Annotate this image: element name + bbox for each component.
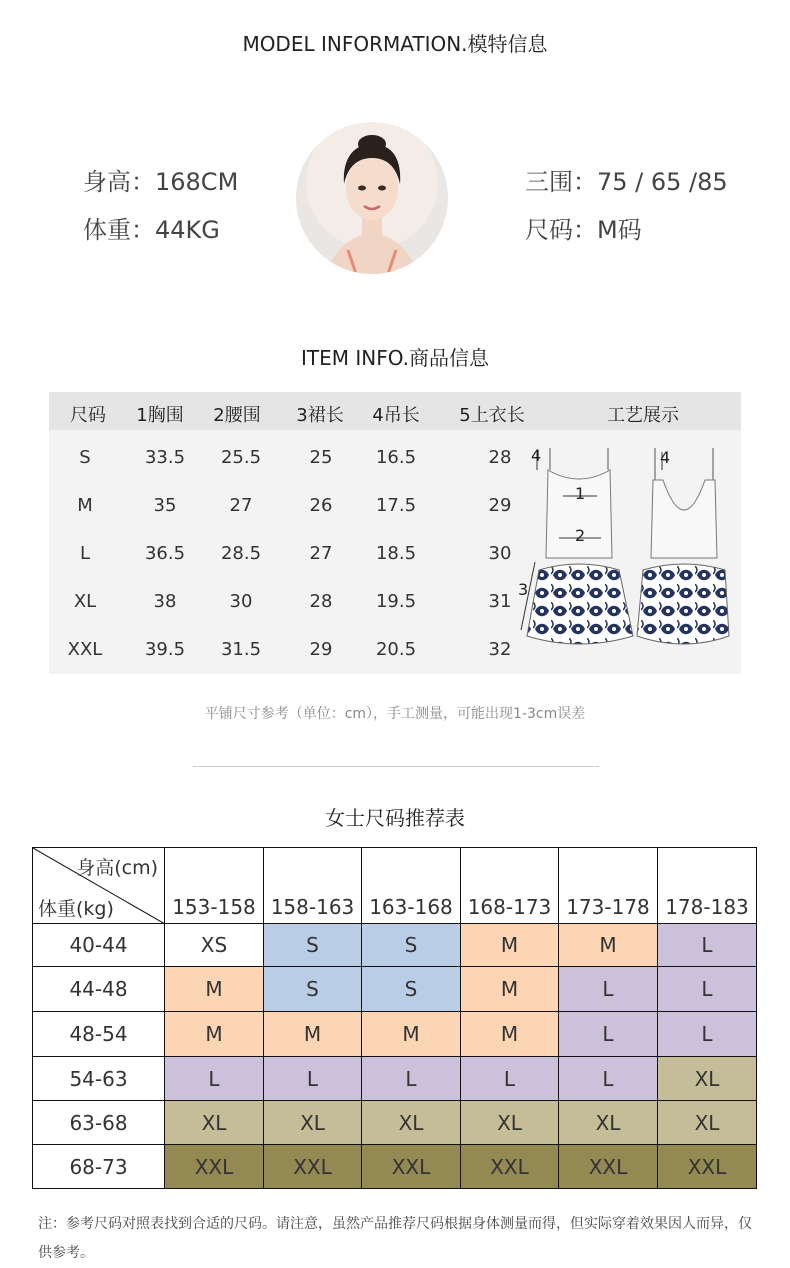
item-header-size: 尺码: [70, 405, 106, 426]
item-cell: 38: [153, 591, 177, 612]
item-cell: 31.5: [220, 639, 262, 660]
corner-cell: [33, 848, 165, 924]
model-avatar: [296, 122, 448, 274]
weight-label: 48-54: [33, 1012, 165, 1057]
size-cell: XXL: [559, 1145, 658, 1189]
size-cell: XXL: [264, 1145, 362, 1189]
size-cell: XXL: [461, 1145, 559, 1189]
section-divider: [193, 766, 599, 767]
size-cell: XS: [165, 924, 264, 967]
item-cell: 28.5: [220, 543, 262, 564]
item-cell: 29: [309, 639, 333, 660]
model-measurements: 三围：75 / 65 /85: [525, 168, 728, 196]
size-cell: XL: [658, 1057, 757, 1101]
size-cell: M: [165, 1012, 264, 1057]
weight-label: 68-73: [33, 1145, 165, 1189]
item-header-waist: 2腰围: [213, 405, 261, 426]
item-cell: 36.5: [144, 543, 186, 564]
item-header-skirt-length: 3裙长: [296, 405, 344, 426]
size-cell: L: [165, 1057, 264, 1101]
size-cell: L: [559, 1012, 658, 1057]
weight-label: 40-44: [33, 924, 165, 967]
size-cell: L: [461, 1057, 559, 1101]
size-footnote: 注：参考尺码对照表找到合适的尺码。请注意，虽然产品推荐尺码根据身体测量而得，但实际穿着效果因人而异，仅供参考。: [38, 1216, 752, 1261]
size-cell: M: [362, 1012, 461, 1057]
size-cell: L: [559, 967, 658, 1012]
size-cell: M: [461, 1012, 559, 1057]
size-cell: S: [264, 924, 362, 967]
item-cell: 29: [488, 495, 512, 516]
weight-label: 54-63: [33, 1057, 165, 1101]
height-header: 173-178: [559, 848, 658, 924]
item-cell: L: [79, 543, 91, 564]
item-cell: 28: [488, 447, 512, 468]
item-cell: 16.5: [375, 447, 417, 468]
item-header-chest: 1胸围: [136, 405, 184, 426]
size-cell: XL: [362, 1101, 461, 1145]
size-cell: M: [461, 967, 559, 1012]
model-portrait-icon: [296, 122, 448, 274]
item-cell: 30: [488, 543, 512, 564]
item-info-title: ITEM INFO.商品信息: [300, 346, 490, 370]
diagram-label-skirt: 3: [518, 580, 529, 599]
size-cell: M: [264, 1012, 362, 1057]
weight-label: 44-48: [33, 967, 165, 1012]
item-header-top-length: 5上衣长: [459, 405, 525, 426]
item-cell: 25.5: [220, 447, 262, 468]
size-cell: L: [658, 1012, 757, 1057]
height-header: 168-173: [461, 848, 559, 924]
corner-weight-label: 体重(kg): [38, 898, 114, 920]
item-cell: XXL: [67, 639, 103, 660]
item-cell: 33.5: [144, 447, 186, 468]
size-cell: M: [165, 967, 264, 1012]
model-height: 身高：168CM: [83, 168, 239, 196]
diagram-label-waist: 2: [575, 526, 586, 545]
size-cell: S: [362, 924, 461, 967]
size-cell: M: [461, 924, 559, 967]
item-cell: 39.5: [144, 639, 186, 660]
size-cell: XL: [264, 1101, 362, 1145]
diagram-label-chest: 1: [575, 484, 586, 503]
item-cell: 18.5: [375, 543, 417, 564]
size-cell: L: [559, 1057, 658, 1101]
size-cell: XXL: [165, 1145, 264, 1189]
size-recommend-table: [32, 847, 757, 1189]
item-cell: XL: [73, 591, 97, 612]
item-cell: 32: [488, 639, 512, 660]
item-cell: M: [77, 495, 93, 516]
table-row: [33, 848, 757, 924]
table-row: [33, 967, 757, 1012]
table-row: [33, 1101, 757, 1145]
size-cell: XL: [559, 1101, 658, 1145]
size-cell: S: [264, 967, 362, 1012]
item-cell: 19.5: [375, 591, 417, 612]
size-cell: XL: [165, 1101, 264, 1145]
height-header: 153-158: [165, 848, 264, 924]
diagram-label-strap-back: 4: [660, 448, 671, 467]
table-row: [33, 1012, 757, 1057]
item-cell: 27: [229, 495, 253, 516]
item-cell: 17.5: [375, 495, 417, 516]
size-cell: XL: [461, 1101, 559, 1145]
item-cell: 31: [488, 591, 512, 612]
size-cell: L: [658, 924, 757, 967]
item-cell: S: [79, 447, 91, 468]
size-cell: M: [559, 924, 658, 967]
size-cell: L: [658, 967, 757, 1012]
size-cell: S: [362, 967, 461, 1012]
item-cell: 27: [309, 543, 333, 564]
measurement-note: 平铺尺寸参考（单位：cm），手工测量，可能出现1-3cm误差: [204, 706, 586, 722]
item-cell: 25: [309, 447, 333, 468]
model-info-title: MODEL INFORMATION.模特信息: [242, 32, 548, 56]
table-row: [33, 924, 757, 967]
height-header: 178-183: [658, 848, 757, 924]
height-header: 158-163: [264, 848, 362, 924]
model-size: 尺码：M码: [525, 216, 642, 244]
item-cell: 28: [309, 591, 333, 612]
size-recommend-title: 女士尺码推荐表: [325, 806, 465, 830]
corner-height-label: 身高(cm): [76, 857, 158, 879]
table-row: [33, 1057, 757, 1101]
height-header: 163-168: [362, 848, 461, 924]
item-cell: 20.5: [375, 639, 417, 660]
item-header-strap-length: 4吊长: [372, 405, 420, 426]
item-cell: 30: [229, 591, 253, 612]
item-cell: 35: [153, 495, 177, 516]
size-cell: XXL: [362, 1145, 461, 1189]
size-cell: XXL: [658, 1145, 757, 1189]
size-cell: L: [264, 1057, 362, 1101]
diagram-label-strap-front: 4: [531, 446, 542, 465]
table-row: [33, 1145, 757, 1189]
model-weight: 体重：44KG: [83, 216, 220, 244]
garment-diagram-icon: [515, 440, 740, 655]
size-cell: XL: [658, 1101, 757, 1145]
weight-label: 63-68: [33, 1101, 165, 1145]
item-header-craft: 工艺展示: [607, 405, 679, 426]
item-cell: 26: [309, 495, 333, 516]
size-cell: L: [362, 1057, 461, 1101]
